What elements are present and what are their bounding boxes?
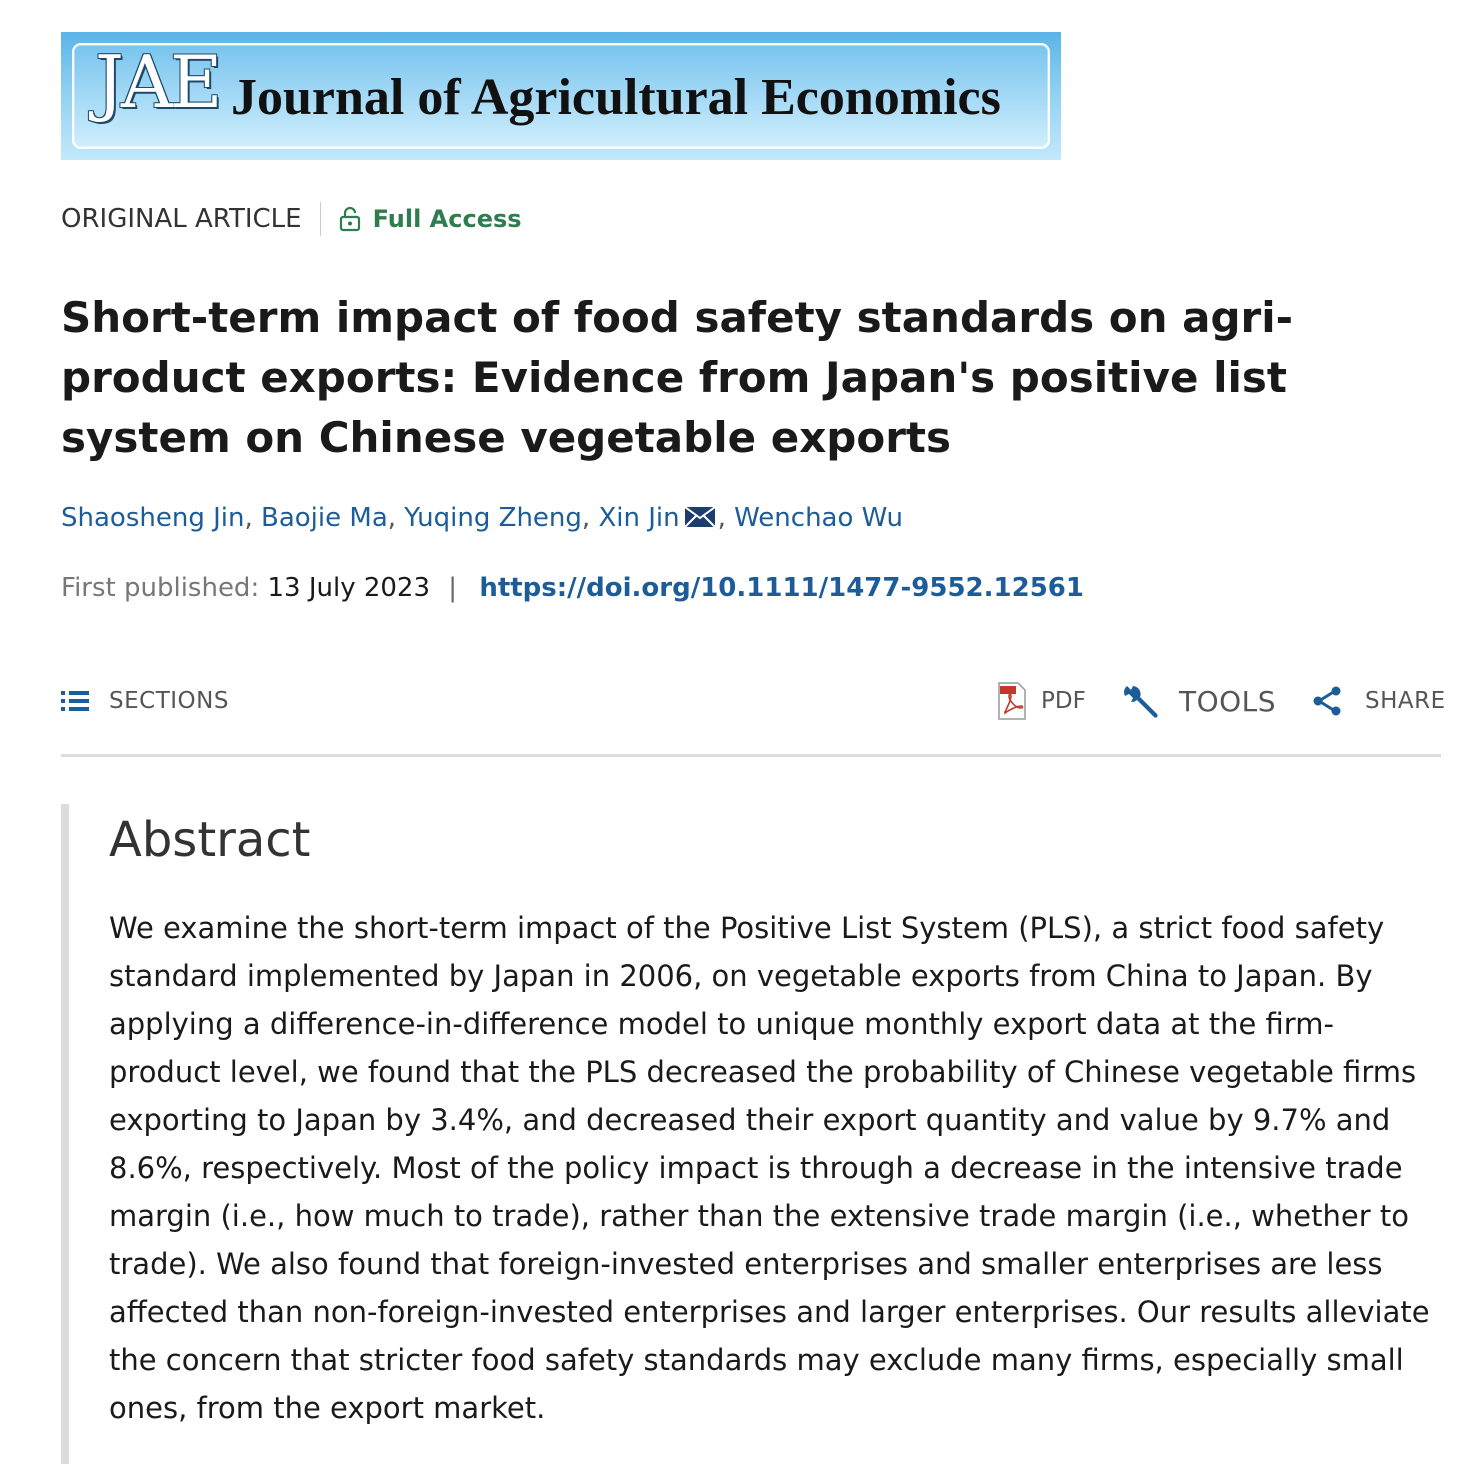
author-list: Shaosheng Jin, Baojie Ma, Yuqing Zheng, Xin Jin , Wenchao Wu	[61, 503, 903, 533]
pdf-icon	[997, 682, 1027, 720]
tools-label: TOOLS	[1179, 684, 1277, 718]
pipe-divider: |	[448, 573, 458, 603]
article-toolbar	[61, 676, 1446, 726]
wrench-icon	[1121, 682, 1159, 720]
doi-link[interactable]: https://doi.org/10.1111/1477-9552.12561	[479, 573, 1084, 603]
meta-divider	[320, 202, 321, 236]
list-icon	[61, 690, 89, 712]
article-page	[61, 32, 1446, 1425]
sections-button[interactable]	[61, 676, 229, 726]
lock-icon	[339, 206, 361, 232]
sections-label: SECTIONS	[109, 688, 229, 714]
tools-button[interactable]	[1121, 676, 1276, 726]
abstract-accent-bar	[61, 804, 69, 1464]
author-link[interactable]: Xin Jin	[598, 503, 680, 533]
abstract-section	[61, 804, 1441, 1464]
first-published-date: 13 July 2023	[267, 573, 431, 603]
author-link[interactable]: Yuqing Zheng	[404, 503, 582, 533]
journal-name: Journal of Agricultural Economics	[231, 69, 1001, 126]
envelope-icon[interactable]	[684, 506, 716, 528]
author-link[interactable]: Wenchao Wu	[734, 503, 903, 533]
access-badge	[339, 205, 522, 233]
access-label: Full Access	[372, 205, 522, 233]
article-meta-row	[61, 202, 522, 236]
author-link[interactable]: Shaosheng Jin	[61, 503, 245, 533]
author-link[interactable]: Baojie Ma	[261, 503, 388, 533]
share-icon	[1311, 685, 1343, 717]
abstract-text: We examine the short-term impact of the Positive List System (PLS), a strict food safety standard implemented by Japan in 2006, on vegetable exports from China to Japan. By applying a difference-in-difference model to unique monthly export data at the firm-product level, we found that the PLS decreased the probability of Chinese vegetable firms exporting to Japan by 3.4%, and decreased their export quantity and value by 9.7% and 8.6%, respectively. Most of the policy impact is through a decrease in the intensive trade margin (i.e., how much to trade), rather than the extensive trade margin (i.e., whether to trade). We also found that foreign-invested enterprises and smaller enterprises are less affected than non-foreign-invested enterprises and larger enterprises. Our results alleviate the concern that stricter food safety standards may exclude many firms, especially small ones, from the export market.	[109, 911, 1430, 1425]
share-button[interactable]	[1311, 676, 1446, 726]
first-published-label: First published:	[61, 573, 260, 603]
pdf-label: PDF	[1041, 688, 1086, 714]
share-label: SHARE	[1365, 688, 1446, 714]
toolbar-divider	[61, 754, 1441, 757]
journal-banner[interactable]	[61, 32, 1061, 160]
publication-info	[61, 568, 1084, 608]
article-type: ORIGINAL ARTICLE	[61, 204, 302, 234]
pdf-button[interactable]	[997, 676, 1086, 726]
journal-abbreviation-logo: JAE	[95, 40, 220, 124]
article-title: Short-term impact of food safety standards on agri-product exports: Evidence from Japan's positive list system on Chinese vegetable exports	[61, 293, 1294, 462]
abstract-heading: Abstract	[109, 812, 311, 868]
